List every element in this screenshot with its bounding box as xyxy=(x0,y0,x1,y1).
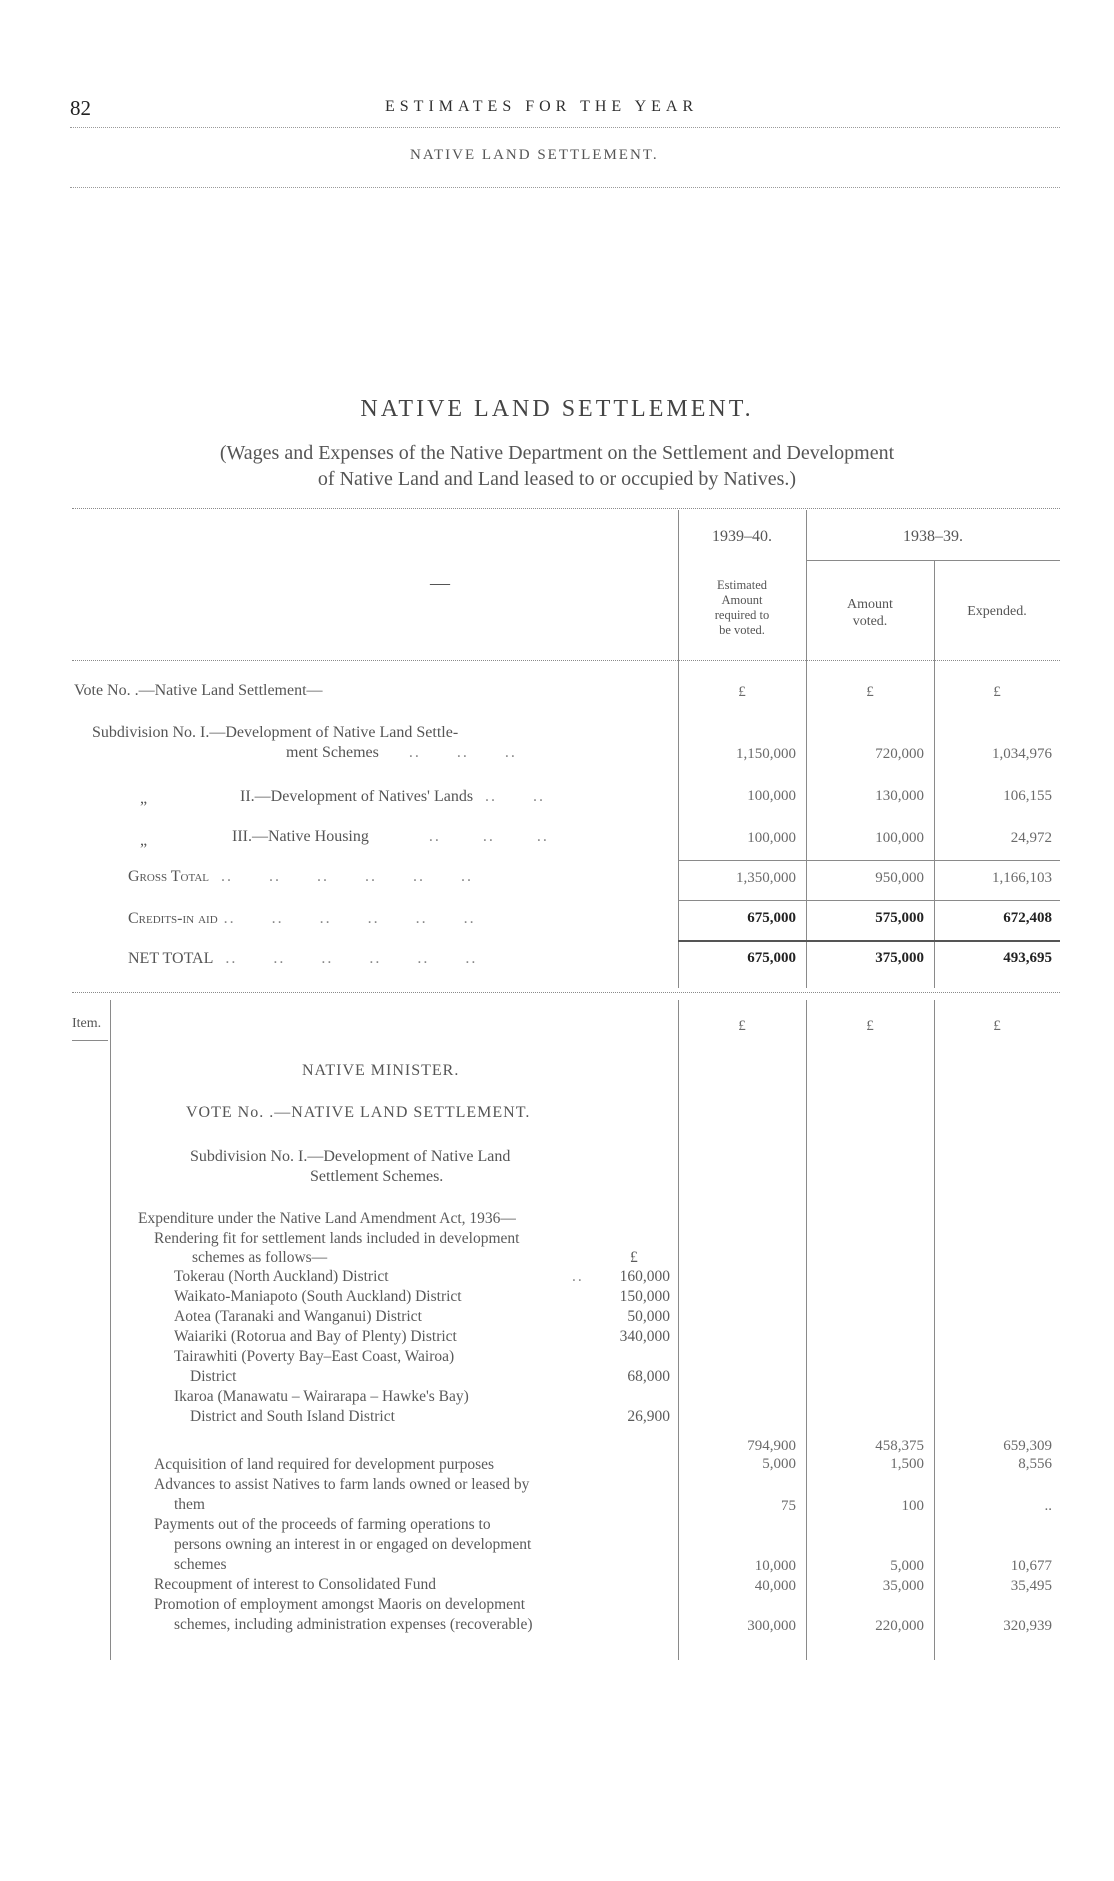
recoupment-expended: 35,495 xyxy=(1010,1578,1052,1594)
subdivision-2-text: II.—Development of Natives' Lands xyxy=(240,788,474,805)
currency-exp: £ xyxy=(993,684,1001,700)
gross-expended: 1,166,103 xyxy=(992,870,1052,886)
gross-total-label: Gross Total .. .. .. .. .. .. xyxy=(128,868,474,885)
running-title: ESTIMATES FOR THE YEAR xyxy=(385,98,699,115)
page-subtitle xyxy=(0,440,1114,492)
vote-label: Vote No. .—Native Land Settlement— xyxy=(74,682,323,699)
advances-line-1: Advances to assist Natives to farm lands owned or leased by xyxy=(154,1476,530,1493)
promotion-expended: 320,939 xyxy=(1003,1618,1052,1634)
recoupment-voted: 35,000 xyxy=(882,1578,924,1594)
detail-currency-voted: £ xyxy=(866,1018,874,1034)
subdivision-2-label: II.—Development of Natives' Lands .. .. xyxy=(240,788,546,805)
year-1939-40: 1939–40. xyxy=(712,528,772,545)
subdivision-heading-1: Subdivision No. I.—Development of Native Land xyxy=(190,1148,511,1165)
subtitle-line-2: of Native Land and Land leased to or occupied by Natives.) xyxy=(317,468,797,490)
detail-currency-est: £ xyxy=(738,1018,746,1034)
credits-voted: 575,000 xyxy=(875,910,924,926)
subdivision-1-text: ment Schemes xyxy=(286,744,379,761)
sub2-voted: 130,000 xyxy=(875,788,924,804)
net-expended: 493,695 xyxy=(1003,950,1052,966)
recoupment-estimated: 40,000 xyxy=(754,1578,796,1594)
gross-total-text: Gross Total xyxy=(128,868,210,885)
district-tairawhiti-1: Tairawhiti (Poverty Bay–East Coast, Wairoa) xyxy=(174,1348,455,1365)
header-rule xyxy=(70,127,1060,128)
sub3-estimated: 100,000 xyxy=(747,830,796,846)
rendering-estimated: 794,900 xyxy=(747,1438,796,1454)
district-ikaroa-amount: 26,900 xyxy=(627,1408,670,1425)
vote-heading: VOTE No. .—NATIVE LAND SETTLEMENT. xyxy=(186,1104,531,1121)
district-tairawhiti-amount: 68,000 xyxy=(627,1368,670,1385)
acquisition-voted: 1,500 xyxy=(890,1456,924,1472)
col-voted-l1: Amount xyxy=(847,597,893,612)
section-heading: NATIVE LAND SETTLEMENT. xyxy=(410,147,659,163)
district-ikaroa-2: District and South Island District xyxy=(190,1408,395,1425)
rendering-line-2: schemes as follows— xyxy=(192,1249,328,1266)
gross-voted: 950,000 xyxy=(875,870,924,886)
sub3-voted: 100,000 xyxy=(875,830,924,846)
col-estimated-l3: required to xyxy=(714,608,770,622)
col-estimated-l2: Amount xyxy=(721,593,763,607)
subdivision-3-text: III.—Native Housing xyxy=(232,828,369,845)
gross-estimated: 1,350,000 xyxy=(736,870,796,886)
subdivision-1-label: Subdivision No. I.—Development of Native Land Settle- xyxy=(92,724,459,741)
credits-rule xyxy=(678,900,1060,901)
advances-estimated: 75 xyxy=(781,1498,796,1514)
gross-rule xyxy=(678,860,1060,861)
sub1-expended: 1,034,976 xyxy=(992,746,1052,762)
credits-in-aid-text: Credits-in aid xyxy=(128,910,218,927)
col-voted-l2: voted. xyxy=(852,614,888,629)
credits-estimated: 675,000 xyxy=(747,910,796,926)
year-1938-39: 1938–39. xyxy=(903,528,963,545)
district-tokerau-dots: .. xyxy=(572,1268,584,1285)
payments-estimated: 10,000 xyxy=(754,1558,796,1574)
sub1-voted: 720,000 xyxy=(875,746,924,762)
rendering-pound: £ xyxy=(630,1249,638,1266)
net-rule xyxy=(678,940,1060,942)
subdivision-1-label-cont: ment Schemes .. .. .. xyxy=(286,744,517,761)
sub2-estimated: 100,000 xyxy=(747,788,796,804)
section-rule xyxy=(70,187,1060,188)
recoupment-label: Recoupment of interest to Consolidated Fund xyxy=(154,1576,436,1593)
promotion-line-1: Promotion of employment amongst Maoris on development xyxy=(154,1596,526,1613)
page-number: 82 xyxy=(70,96,91,120)
payments-line-3: schemes xyxy=(174,1556,227,1573)
advances-voted: 100 xyxy=(901,1498,924,1514)
net-total-text: NET TOTAL xyxy=(128,950,214,967)
subtitle-line-1: (Wages and Expenses of the Native Department on the Settlement and Development xyxy=(219,442,895,464)
district-tairawhiti-2: District xyxy=(190,1368,237,1385)
net-total-label: NET TOTAL .. .. .. .. .. .. xyxy=(128,950,478,967)
subdivision-heading-2: Settlement Schemes. xyxy=(310,1168,444,1185)
subdivision-3-label: III.—Native Housing .. .. .. xyxy=(232,828,549,845)
rendering-line-1: Rendering fit for settlement lands included in development xyxy=(154,1230,520,1247)
head-bottom-rule xyxy=(72,660,1060,661)
credits-in-aid-label: Credits-in aid .. .. .. .. .. .. xyxy=(128,910,476,927)
rendering-voted: 458,375 xyxy=(875,1438,924,1454)
district-aotea-amount: 50,000 xyxy=(627,1308,670,1325)
subdivision-3-prefix: „ xyxy=(140,832,148,849)
district-waikato: Waikato-Maniapoto (South Auckland) District xyxy=(174,1288,462,1305)
promotion-estimated: 300,000 xyxy=(747,1618,796,1634)
item-rule xyxy=(72,1040,108,1041)
item-label: Item. xyxy=(72,1016,102,1031)
currency-voted: £ xyxy=(866,684,874,700)
district-tokerau: Tokerau (North Auckland) District xyxy=(174,1268,389,1285)
promotion-line-2: schemes, including administration expenses (recoverable) xyxy=(174,1616,533,1633)
district-waiariki-amount: 340,000 xyxy=(619,1328,670,1345)
advances-expended: .. xyxy=(1044,1498,1052,1514)
item-column-divider xyxy=(110,1000,111,1660)
col-estimated-l1: Estimated xyxy=(717,578,767,592)
payments-expended: 10,677 xyxy=(1010,1558,1052,1574)
page-title: NATIVE LAND SETTLEMENT. xyxy=(360,396,754,422)
net-estimated: 675,000 xyxy=(747,950,796,966)
payments-line-2: persons owning an interest in or engaged on development xyxy=(174,1536,532,1553)
subdivision-2-prefix: „ xyxy=(140,790,148,807)
payments-voted: 5,000 xyxy=(890,1558,924,1574)
col-voted-head xyxy=(806,596,934,630)
district-waikato-amount: 150,000 xyxy=(619,1288,670,1305)
district-tokerau-amount: 160,000 xyxy=(619,1268,670,1285)
col-estimated-l4: be voted. xyxy=(719,623,765,637)
sub3-expended: 24,972 xyxy=(1010,830,1052,846)
col-expended-head: Expended. xyxy=(967,604,1027,619)
column-divider-2 xyxy=(806,510,807,988)
acquisition-estimated: 5,000 xyxy=(762,1456,796,1472)
expenditure-intro: Expenditure under the Native Land Amendment Act, 1936— xyxy=(138,1210,516,1227)
minister-heading: NATIVE MINISTER. xyxy=(302,1062,460,1079)
advances-line-2: them xyxy=(174,1496,205,1513)
district-ikaroa-1: Ikaroa (Manawatu – Wairarapa – Hawke's Bay) xyxy=(174,1388,469,1405)
column-divider-3 xyxy=(934,560,935,988)
sub2-expended: 106,155 xyxy=(1003,788,1052,804)
detail-divider-2 xyxy=(806,1000,807,1660)
acquisition-label: Acquisition of land required for development purposes xyxy=(154,1456,495,1473)
credits-expended: 672,408 xyxy=(1003,910,1052,926)
detail-divider-1 xyxy=(678,1000,679,1660)
payments-line-1: Payments out of the proceeds of farming operations to xyxy=(154,1516,491,1533)
col-estimated-head xyxy=(678,578,806,638)
detail-divider-3 xyxy=(934,1000,935,1660)
sub1-estimated: 1,150,000 xyxy=(736,746,796,762)
summary-bottom-rule xyxy=(72,992,1060,993)
promotion-voted: 220,000 xyxy=(875,1618,924,1634)
year-span-rule xyxy=(806,560,1060,561)
net-voted: 375,000 xyxy=(875,950,924,966)
district-waiariki: Waiariki (Rotorua and Bay of Plenty) District xyxy=(174,1328,457,1345)
currency-est: £ xyxy=(738,684,746,700)
stub-dash: — xyxy=(430,572,450,594)
table-top-rule xyxy=(72,508,1060,509)
detail-currency-exp: £ xyxy=(993,1018,1001,1034)
district-aotea: Aotea (Taranaki and Wanganui) District xyxy=(174,1308,422,1325)
rendering-expended: 659,309 xyxy=(1003,1438,1052,1454)
acquisition-expended: 8,556 xyxy=(1018,1456,1052,1472)
